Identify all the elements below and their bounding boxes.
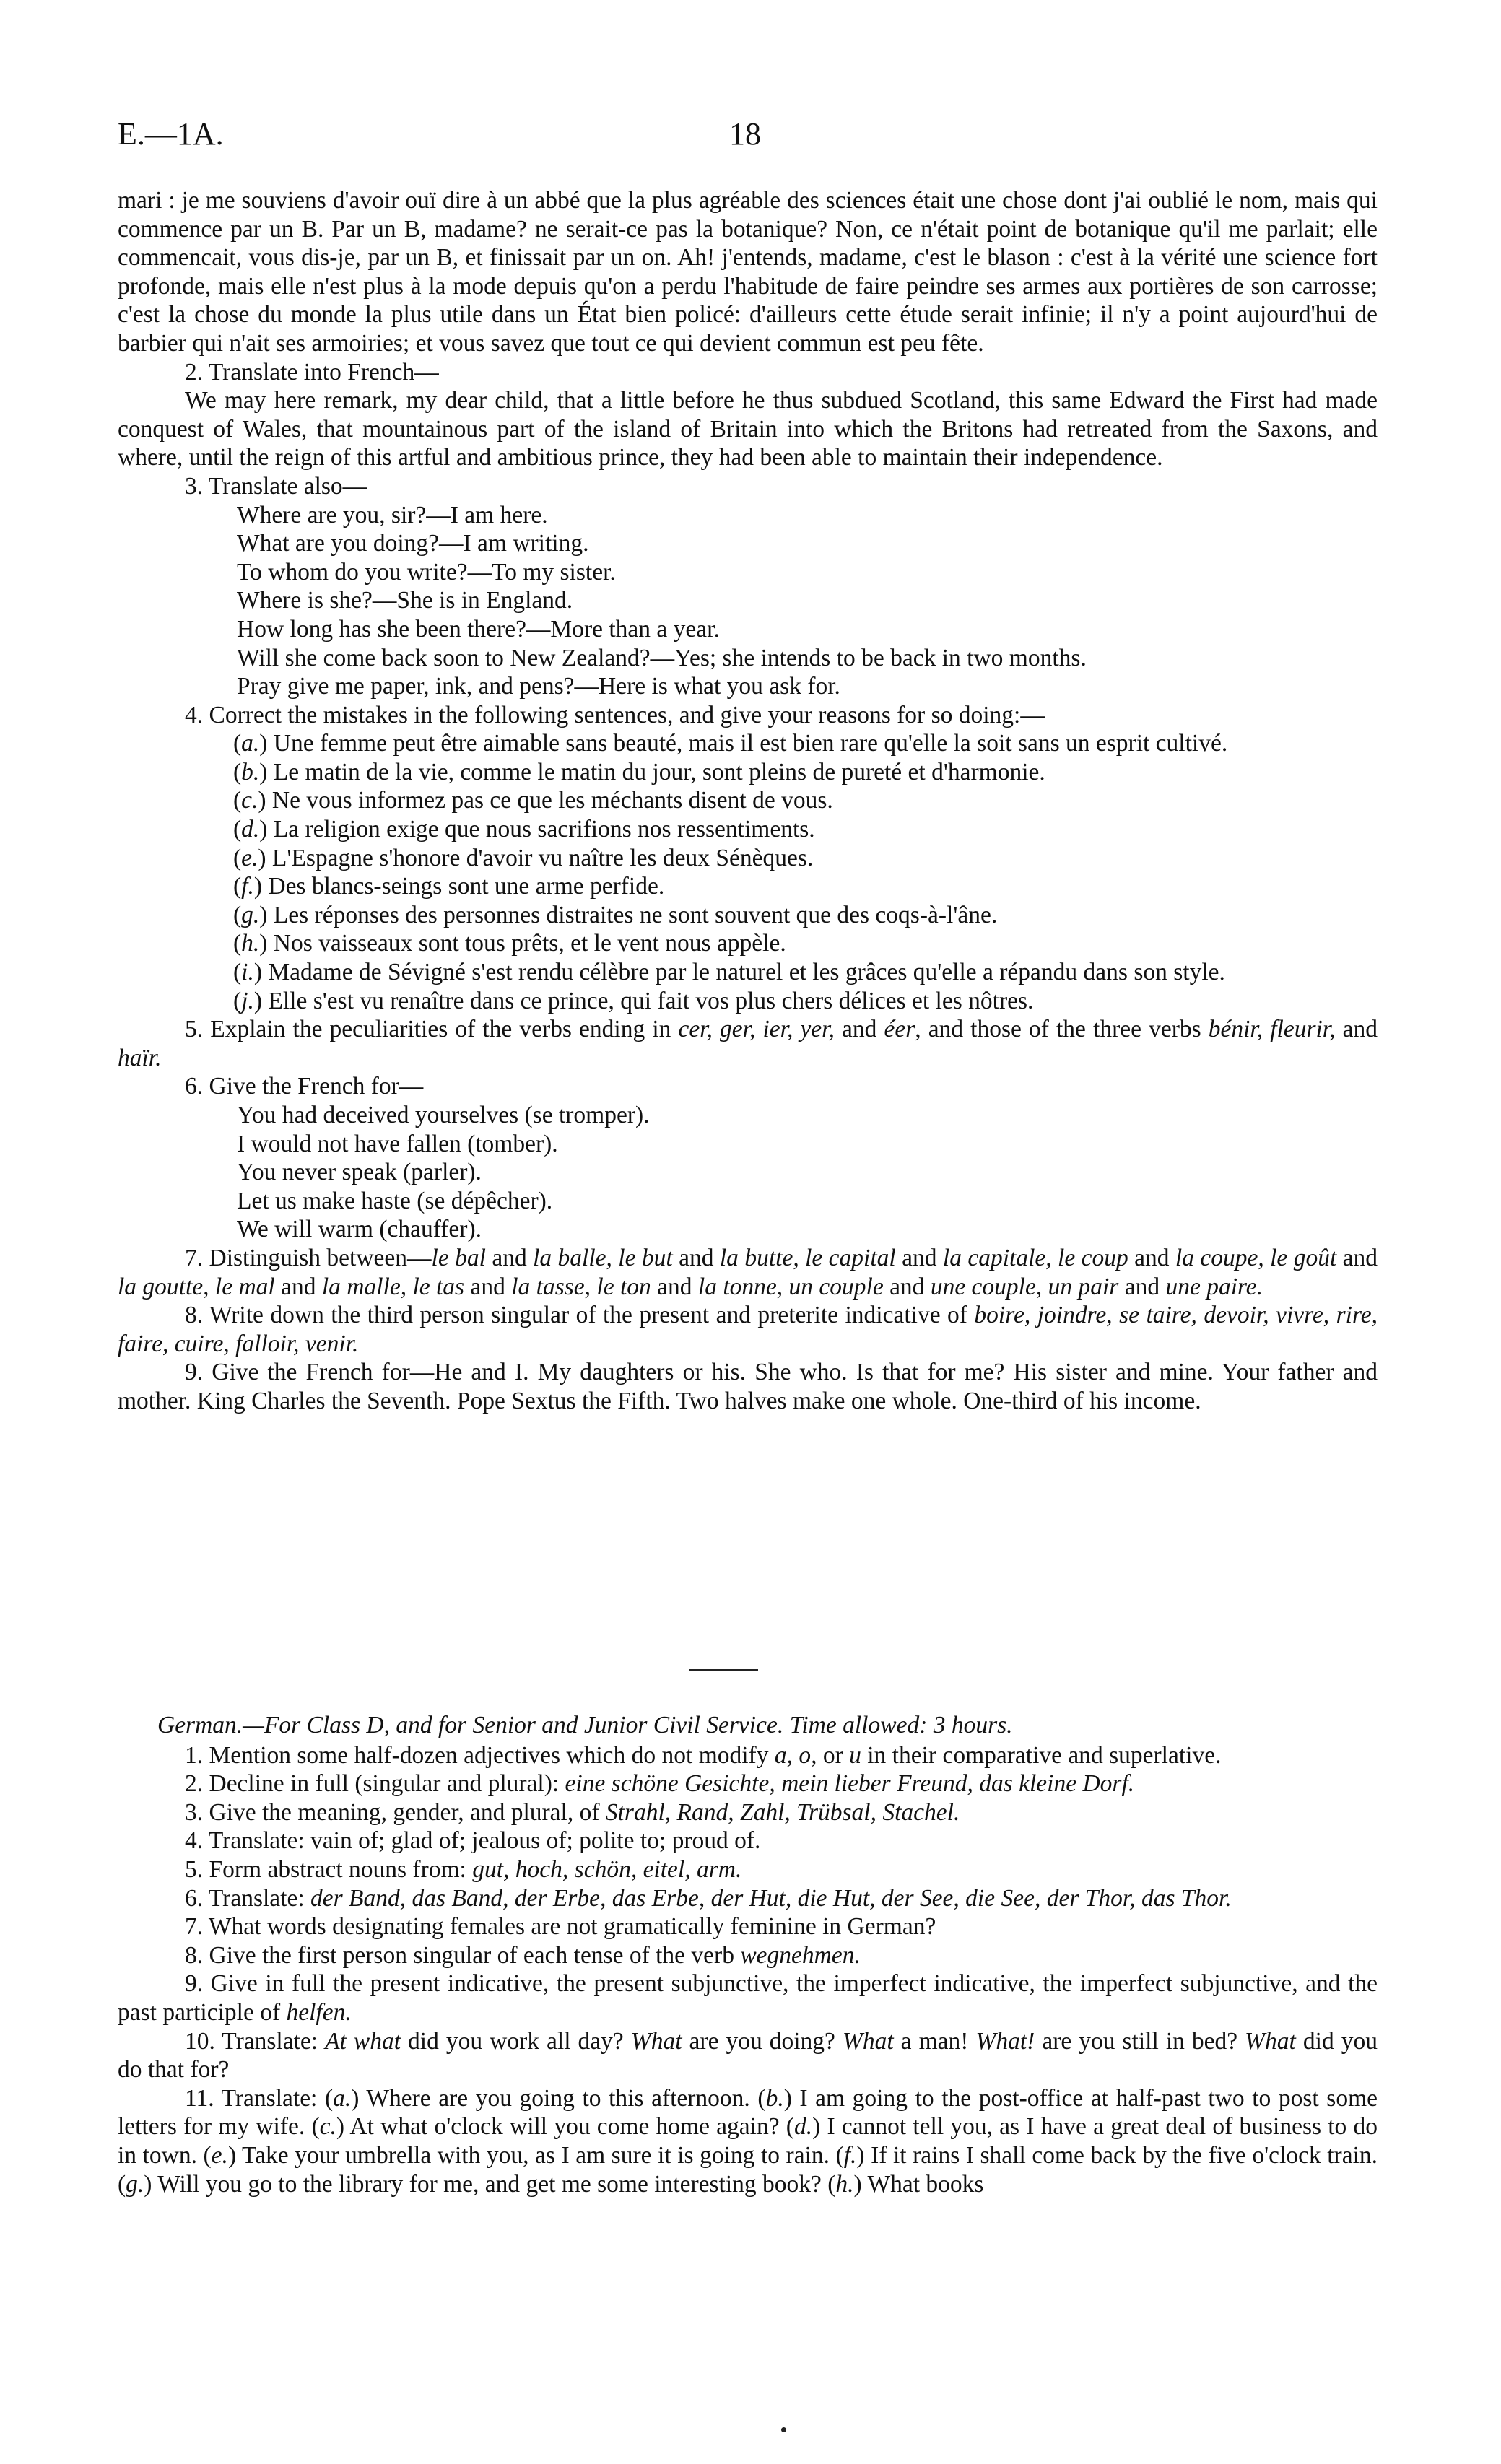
italic-text: la capitale, le coup: [942, 1244, 1128, 1271]
italic-text: b.: [765, 2084, 784, 2112]
paragraph: [118, 958, 1378, 987]
text: and: [1336, 1244, 1378, 1271]
text: ) Le matin de la vie, comme le matin du jour, sont pleins de pureté et d'harmonie.: [259, 758, 1045, 785]
italic-text: g.: [241, 901, 260, 928]
text: ) Take your umbrella with you, as I am sure it is going to rain. (: [227, 2141, 844, 2169]
paragraph: [118, 1015, 1378, 1072]
text: (: [233, 816, 242, 843]
text: and: [464, 1273, 512, 1300]
section-divider: [689, 1669, 758, 1671]
text: You never speak (parler).: [237, 1159, 482, 1186]
italic-text: la butte, le capital: [719, 1244, 896, 1271]
paragraph: [118, 672, 1378, 701]
text: 5. Form abstract nouns from:: [185, 1855, 473, 1883]
text: and: [1128, 1244, 1175, 1271]
paragraph: [118, 1912, 1378, 1941]
italic-text: la goutte, le mal: [118, 1273, 275, 1300]
italic-text: a, o,: [774, 1741, 817, 1769]
italic-text: e.: [241, 844, 258, 871]
text: ) I cannot tell you, as I have a great deal of business to do in town. (: [118, 2113, 1378, 2169]
paragraph: [118, 1798, 1378, 1827]
text: ) Nos vaisseaux sont tous prêts, et le vent nous appèle.: [259, 930, 786, 957]
paragraph: [118, 1741, 1378, 1770]
italic-text: d.: [793, 2113, 813, 2141]
paragraph: [118, 1358, 1378, 1415]
text: Pray give me paper, ink, and pens?—Here is what you ask for.: [237, 673, 840, 700]
paragraph: [118, 1244, 1378, 1301]
text: did you work all day?: [401, 2027, 631, 2055]
text: mari : je me souviens d'avoir ouï dire à un abbé que la plus agréable des sciences était une chose dont j'ai oublié le nom, mais qui commence par un B. Par un B, madame? ne serait-ce pas la botanique? Non, ce n'était point de botanique qu'il me parlait; elle commencait, vous dis-je, par un B, et finissait par un on. Ah! j'entends, madame, c'est le blason : c'est à la vérité une science fort profonde, mais elle n'est plus à la mode depuis qu'on a perdu l'habitude de faire peindre ses armes aux portières de son carrosse; c'est la chose du monde la plus utile dans un État bien policé: d'ailleurs cette étude serait infinie; il n'y a point aujourd'hui de barbier qui n'ait ses armoiries; et vous savez que tout ce qui devient commun est peu fête.: [118, 187, 1378, 357]
italic-text: wegnehmen.: [740, 1941, 861, 1969]
italic-text: la balle, le but: [533, 1244, 673, 1271]
text: did you do that for?: [118, 2027, 1378, 2084]
text: 11. Translate: (: [185, 2084, 334, 2112]
text: 4. Translate: vain of; glad of; jealous of; polite to; proud of.: [185, 1827, 761, 1855]
text: (: [233, 730, 242, 757]
text: 5. Explain the peculiarities of the verbs ending in: [185, 1016, 679, 1043]
text: Where are you, sir?—I am here.: [237, 501, 548, 528]
document-code: E.—1A.: [118, 116, 224, 152]
text: and: [1118, 1273, 1166, 1300]
italic-text: h.: [241, 930, 260, 957]
text: or: [817, 1741, 850, 1769]
text: (: [233, 959, 242, 986]
text: (: [233, 758, 242, 785]
text: Will she come back soon to New Zealand?—Yes; she intends to be back in two months.: [237, 644, 1087, 671]
text: ) La religion exige que nous sacrifions nos ressentiments.: [259, 816, 815, 843]
text: and: [895, 1244, 943, 1271]
italic-text: At what: [325, 2027, 401, 2055]
paragraph: [118, 1855, 1378, 1884]
paragraph: [118, 1101, 1378, 1130]
text: We may here remark, my dear child, that a little before he thus subdued Scotland, this same Edward the First had made conquest of Wales, that mountainous part of the island of Britain into which the Britons had retreated from the Saxons, and where, until the reign of this artful and ambitious prince, they had been able to maintain their independence.: [118, 387, 1378, 471]
paragraph: [118, 815, 1378, 844]
french-section: [118, 186, 1378, 1416]
paragraph: [118, 358, 1378, 387]
paragraph: [118, 1884, 1378, 1913]
italic-text: i.: [241, 959, 254, 986]
text: and: [1335, 1016, 1378, 1043]
text: To whom do you write?—To my sister.: [237, 558, 616, 585]
italic-text: cer, ger, ier, yer,: [678, 1016, 835, 1043]
text: ) Elle s'est vu renaître dans ce prince, qui fait vos plus chers délices et les nôtres.: [253, 987, 1034, 1014]
text: ) Les réponses des personnes distraites ne sont souvent que des coqs-à-l'âne.: [259, 901, 998, 928]
text: ) Des blancs-seings sont une arme perfide.: [253, 873, 665, 900]
text: 7. What words designating females are not gramatically feminine in German?: [185, 1913, 936, 1941]
italic-text: Strahl, Rand, Zahl, Trübsal, Stachel.: [605, 1798, 960, 1826]
text: 6. Give the French for—: [185, 1073, 424, 1100]
paragraph: [118, 1941, 1378, 1970]
paragraph: [118, 186, 1378, 358]
text: in their comparative and superlative.: [861, 1741, 1222, 1769]
text: ) L'Espagne s'honore d'avoir vu naître les deux Sénèques.: [258, 844, 814, 871]
text: (: [233, 844, 242, 871]
italic-text: bénir, fleurir,: [1208, 1016, 1336, 1043]
text: , and those of the three verbs: [915, 1016, 1209, 1043]
text: 9. Give the French for—He and I. My daughters or his. She who. Is that for me? His sister and mine. Your father and mother. King Charles the Seventh. Pope Sextus the Fifth. Two halves make one whole. One-third of his income.: [118, 1359, 1378, 1414]
text: Let us make haste (se dépêcher).: [237, 1187, 553, 1214]
text: 8. Give the first person singular of each tense of the verb: [185, 1941, 741, 1969]
paragraph: [118, 529, 1378, 558]
text: 6. Translate:: [185, 1884, 311, 1912]
text: We will warm (chauffer).: [237, 1216, 482, 1243]
italic-text: e.: [211, 2141, 228, 2169]
text: (: [233, 901, 242, 928]
text: ) At what o'clock will you come home again? (: [336, 2113, 794, 2141]
paragraph: [118, 729, 1378, 758]
italic-text: f.: [843, 2141, 857, 2169]
italic-text: le bal: [431, 1244, 486, 1271]
italic-text: une couple, un pair: [930, 1273, 1119, 1300]
text: 9. Give in full the present indicative, the present subjunctive, the imperfect indicative, the imperfect subjunctive, and the past participle of: [118, 1970, 1378, 2026]
italic-text: f.: [241, 873, 254, 900]
italic-text: der Band, das Band, der Erbe, das Erbe, der Hut, die Hut, der See, die See, der Thor, das Thor.: [310, 1884, 1232, 1912]
text: are you doing?: [682, 2027, 843, 2055]
text: ) Madame de Sévigné s'est rendu célèbre par le naturel et les grâces qu'elle a répandu dans son style.: [253, 959, 1225, 986]
italic-text: c.: [241, 787, 258, 814]
italic-text: la tasse, le ton: [511, 1273, 651, 1300]
italic-text: a.: [241, 730, 260, 757]
text: and: [485, 1244, 534, 1271]
paragraph: [118, 1072, 1378, 1101]
text: 2. Translate into French—: [185, 358, 439, 386]
paragraph: [118, 558, 1378, 587]
text: and: [672, 1244, 720, 1271]
paragraph: [118, 786, 1378, 815]
text: ) Will you go to the library for me, and get me some interesting book? (: [144, 2170, 836, 2198]
paragraph: [118, 901, 1378, 930]
italic-text: gut, hoch, schön, eitel, arm.: [472, 1855, 742, 1883]
italic-text: German.—For Class D, and for Senior and Junior Civil Service. Time allowed: 3 hours.: [157, 1712, 1013, 1738]
text: You had deceived yourselves (se tromper).: [237, 1102, 650, 1128]
italic-text: c.: [319, 2113, 336, 2141]
paragraph: [118, 1769, 1378, 1798]
paragraph: [118, 644, 1378, 673]
italic-text: la coupe, le goût: [1175, 1244, 1337, 1271]
text: and: [274, 1273, 322, 1300]
paragraph: [118, 844, 1378, 873]
text: 2. Decline in full (singular and plural):: [185, 1770, 565, 1798]
italic-text: éer: [884, 1016, 915, 1043]
text: (: [233, 873, 242, 900]
paragraph: [118, 1158, 1378, 1187]
text: Where is she?—She is in England.: [237, 587, 573, 614]
paragraph: [118, 386, 1378, 472]
text: How long has she been there?—More than a year.: [237, 615, 720, 643]
paragraph: [118, 586, 1378, 615]
italic-text: la tonne, un couple: [697, 1273, 884, 1300]
text: ) I am going to the post-office at half-past two to post some letters for my wife. (: [118, 2084, 1378, 2141]
paragraph: [118, 1215, 1378, 1244]
paragraph: [118, 1301, 1378, 1358]
text: ) What books: [853, 2170, 984, 2198]
italic-text: boire, joindre, se taire, devoir, vivre, rire, faire, cuire, falloir, venir.: [118, 1302, 1378, 1357]
text: (: [233, 787, 242, 814]
paragraph: [118, 1969, 1378, 2027]
italic-text: What!: [975, 2027, 1035, 2055]
paragraph: [118, 987, 1378, 1016]
italic-text: What: [1245, 2027, 1296, 2055]
text: 10. Translate:: [185, 2027, 326, 2055]
italic-text: la malle, le tas: [321, 1273, 465, 1300]
italic-text: u: [849, 1741, 861, 1769]
text: 7. Distinguish between—: [185, 1244, 432, 1271]
text: ) Ne vous informez pas ce que les méchants disent de vous.: [258, 787, 833, 814]
italic-text: eine schöne Gesichte, mein lieber Freund, das kleine Dorf.: [565, 1770, 1135, 1798]
italic-text: What: [630, 2027, 682, 2055]
footer-mark: [781, 2427, 786, 2432]
paragraph: [118, 2084, 1378, 2198]
paragraph: [118, 929, 1378, 958]
italic-text: g.: [126, 2170, 144, 2198]
text: (: [233, 987, 242, 1014]
paragraph: [118, 758, 1378, 787]
text: (: [233, 930, 242, 957]
paragraph: [118, 1827, 1378, 1855]
text: What are you doing?—I am writing.: [237, 530, 589, 557]
italic-text: haïr.: [118, 1044, 162, 1071]
paragraph: [118, 2027, 1378, 2084]
italic-text: b.: [241, 758, 260, 785]
text: 8. Write down the third person singular of the present and preterite indicative of: [185, 1302, 975, 1329]
text: and: [834, 1016, 884, 1043]
paragraph: [118, 1130, 1378, 1159]
italic-text: h.: [835, 2170, 854, 2198]
italic-text: j.: [241, 987, 254, 1014]
text: ) Where are you going to this afternoon. (: [351, 2084, 766, 2112]
text: a man!: [893, 2027, 976, 2055]
text: ) Une femme peut être aimable sans beauté, mais il est bien rare qu'elle la soit sans un esprit cultivé.: [259, 730, 1228, 757]
text: 1. Mention some half-dozen adjectives which do not modify: [185, 1741, 775, 1769]
italic-text: a.: [333, 2084, 352, 2112]
italic-text: d.: [241, 816, 260, 843]
italic-text: What: [842, 2027, 894, 2055]
paragraph: [118, 701, 1378, 730]
german-section: [118, 1711, 1378, 2198]
paragraph: [118, 1187, 1378, 1216]
text: 3. Give the meaning, gender, and plural, of: [185, 1798, 606, 1826]
text: 3. Translate also—: [185, 472, 367, 500]
text: and: [883, 1273, 931, 1300]
text: I would not have fallen (tomber).: [237, 1130, 558, 1157]
text: are you still in bed?: [1035, 2027, 1245, 2055]
text: ) If it rains I shall come back by the five o'clock train. (: [118, 2141, 1378, 2198]
paragraph: [118, 501, 1378, 530]
paragraph: [118, 615, 1378, 644]
text: and: [651, 1273, 698, 1300]
italic-text: helfen.: [286, 1998, 352, 2026]
text: 4. Correct the mistakes in the following sentences, and give your reasons for so doing:—: [185, 701, 1045, 728]
section-title: [118, 1711, 1378, 1740]
italic-text: une paire.: [1165, 1273, 1263, 1300]
page-number: 18: [729, 116, 761, 152]
paragraph: [118, 472, 1378, 501]
paragraph: [118, 872, 1378, 901]
